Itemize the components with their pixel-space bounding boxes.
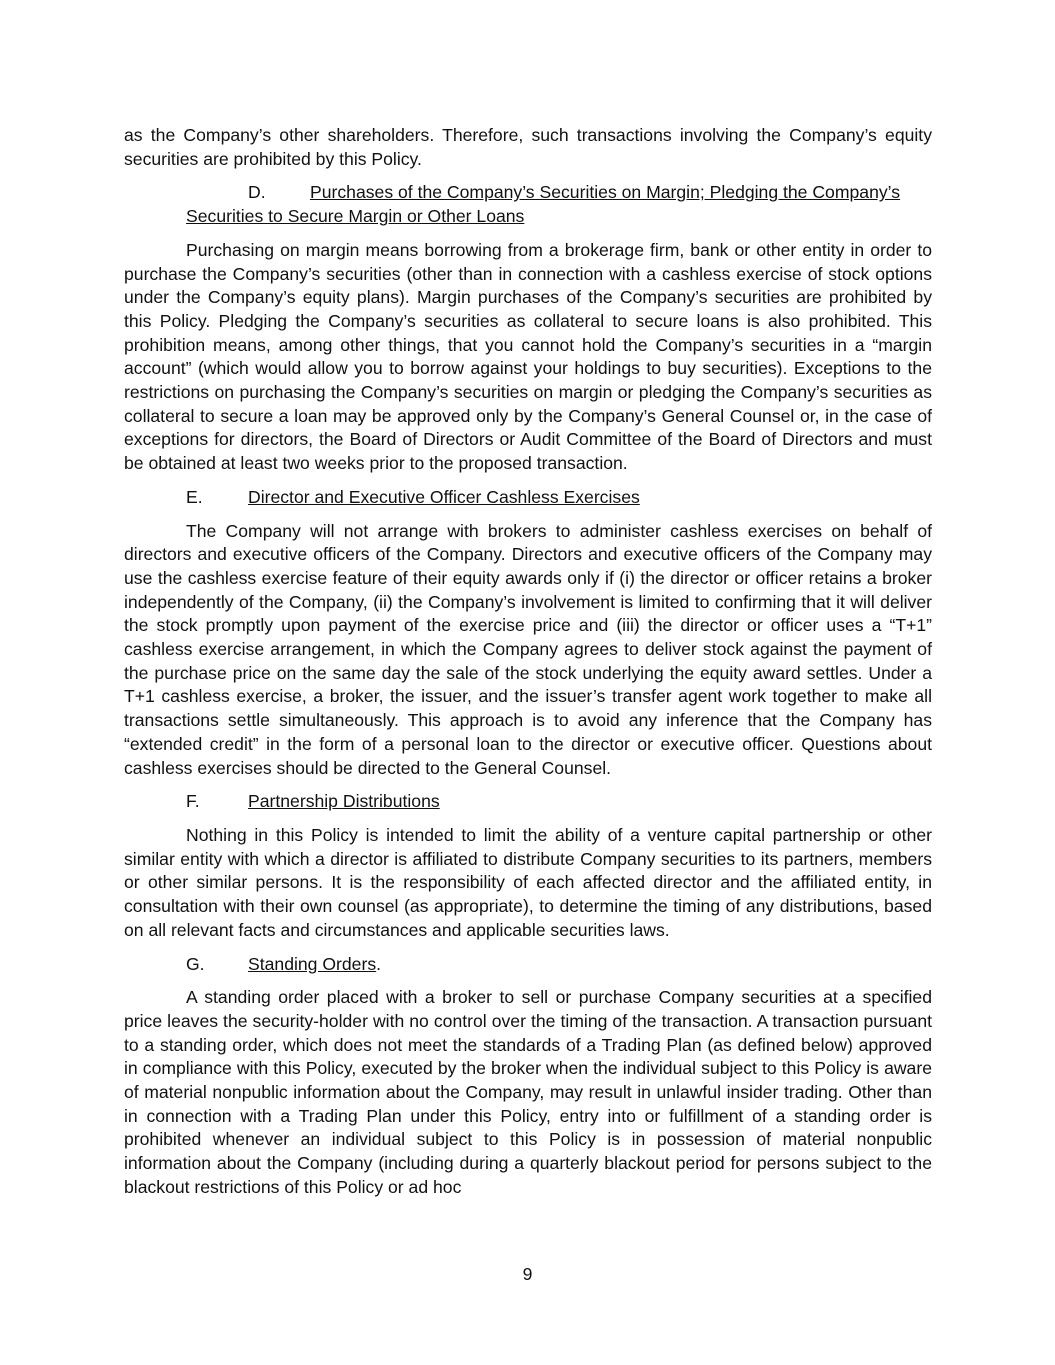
- section-title-d: [186, 181, 932, 228]
- page-number: 9: [522, 1264, 533, 1284]
- section-letter-d: D.: [248, 182, 266, 203]
- section-body-f: Nothing in this Policy is intended to limit the ability of a venture capital partnership or other similar entity with which a director is affiliated to distribute Company securities to its partners, members or other similar persons. It is the responsibility of each affected director and the affiliated entity, in consultation with their own counsel (as appropriate), to determine the timing of any distributions, based on all relevant facts and circumstances and applicable securities laws.: [124, 824, 932, 940]
- section-heading-f: [124, 790, 932, 814]
- section-title-e: Director and Executive Officer Cashless Exercises: [248, 486, 640, 507]
- section-heading-e: [124, 486, 932, 510]
- section-title-wrap-g: [124, 953, 932, 977]
- section-body-d: Purchasing on margin means borrowing from a brokerage firm, bank or other entity in order to purchase the Company’s securities (other than in connection with a cashless exercise of stock options under the Company’s equity plans). Margin purchases of the Company’s securities are prohibited by this Policy. Pledging the Company’s securities as collateral to secure loans is also prohibited. This prohibition means, among other things, that you cannot hold the Company’s securities in a “margin account” (which would allow you to borrow against your holdings to buy securities). Exceptions to the restrictions on purchasing the Company’s securities on margin or pledging the Company’s securities as collateral to secure a loan may be approved only by the Company’s General Counsel or, in the case of exceptions for directors, the Board of Directors or Audit Committee of the Board of Directors and must be obtained at least two weeks prior to the proposed transaction.: [124, 239, 932, 474]
- section-letter-e: E.: [186, 486, 203, 507]
- section-body-g: A standing order placed with a broker to sell or purchase Company securities at a specified price leaves the security-holder with no control over the timing of the transaction. A transaction pursuant to a standing order, which does not meet the standards of a Trading Plan (as defined below) approved in compliance with this Policy, executed by the broker when the individual subject to this Policy is aware of material nonpublic information about the Company, may result in unlawful insider trading. Other than in connection with a Trading Plan under this Policy, entry into or fulfillment of a standing order is prohibited whenever an individual subject to this Policy is in possession of material nonpublic information about the Company (including during a quarterly blackout period for persons subject to the blackout restrictions of this Policy or ad hoc: [124, 987, 932, 1197]
- page-body: [124, 124, 932, 1210]
- section-letter-g: G.: [186, 953, 205, 974]
- section-heading-g: [124, 953, 932, 977]
- section-letter-f: F.: [186, 791, 200, 812]
- continuation-paragraph: as the Company’s other shareholders. Therefore, such transactions involving the Company’s equity securities are prohibited by this Policy.: [124, 125, 932, 169]
- section-title-f: Partnership Distributions: [248, 791, 440, 812]
- section-title-g: Standing Orders: [248, 953, 377, 974]
- section-title-text-d: Purchases of the Company’s Securities on Margin; Pledging the Company’s Securities to Secure Margin or Other Loans: [186, 182, 901, 227]
- section-title-suffix-g: .: [376, 953, 382, 974]
- section-body-e: The Company will not arrange with brokers to administer cashless exercises on behalf of directors and executive officers of the Company. Directors and executive officers of the Company may use the cashless exercise feature of their equity awards only if (i) the director or officer retains a broker independently of the Company, (ii) the Company’s involvement is limited to confirming that it will deliver the stock promptly upon payment of the exercise price and (iii) the director or officer uses a “T+1” cashless exercise arrangement, in which the Company agrees to deliver stock against the payment of the purchase price on the same day the sale of the stock underlying the equity award settles. Under a T+1 cashless exercise, a broker, the issuer, and the issuer’s transfer agent work together to make all transactions settle simultaneously. This approach is to avoid any inference that the Company has “extended credit” in the form of a personal loan to the director or executive officer. Questions about cashless exercises should be directed to the General Counsel.: [124, 520, 932, 778]
- section-heading-d: [124, 181, 932, 228]
